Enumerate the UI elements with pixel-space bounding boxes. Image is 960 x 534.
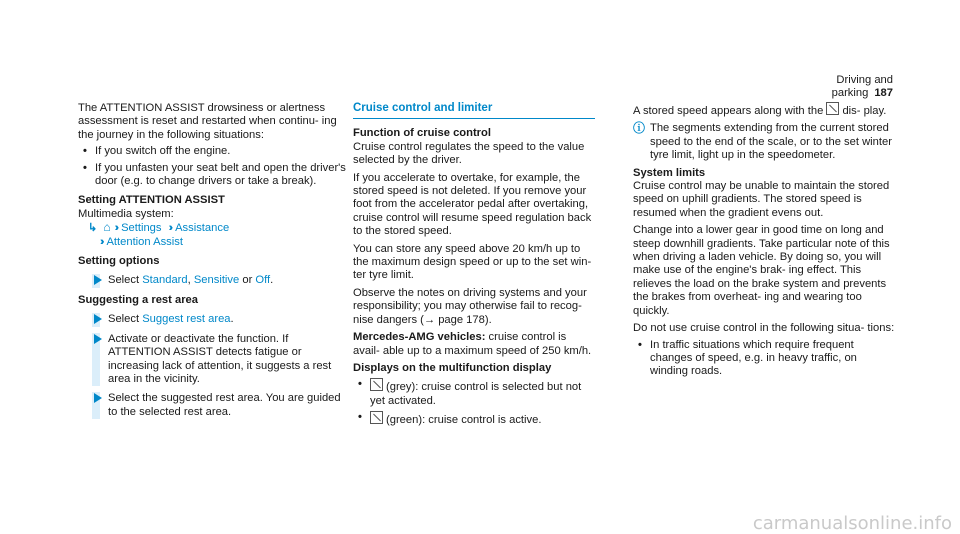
chevron-right-icon: ›› bbox=[114, 222, 117, 235]
chevron-right-icon: ›› bbox=[168, 222, 171, 235]
function-text: Cruise control regulates the speed to the value selected by the driver. bbox=[353, 140, 585, 167]
paragraph: You can store any speed above 20 km/h up to the maximum design speed or up to the set win- ter tyre limit. bbox=[353, 242, 592, 282]
path-arrow-icon: ↳ bbox=[88, 222, 98, 235]
path-attention-link[interactable]: Attention Assist bbox=[106, 235, 183, 248]
displays-heading: Displays on the multifunction display bbox=[353, 361, 552, 374]
limits-heading: System limits bbox=[633, 166, 706, 179]
column-3 bbox=[633, 102, 895, 379]
step-arrow-icon bbox=[94, 314, 102, 324]
bullet-icon: • bbox=[83, 145, 87, 158]
list-item: • If you switch off the engine. bbox=[83, 145, 231, 158]
function-heading: Function of cruise control bbox=[353, 127, 491, 140]
step-arrow-icon bbox=[94, 393, 102, 403]
page-number: 187 bbox=[874, 87, 893, 100]
paragraph: Do not use cruise control in the following situa- tions: bbox=[633, 322, 895, 335]
home-icon: ⌂ bbox=[103, 220, 111, 235]
step-select-rest-area: Select the suggested rest area. You are guided to the selected rest area. bbox=[78, 392, 350, 419]
menu-path bbox=[78, 221, 350, 235]
paragraph: Observe the notes on driving systems and your responsibility; you may otherwise fail to recog- nise dangers (→ page 178). bbox=[353, 286, 587, 326]
column-1 bbox=[78, 102, 350, 419]
info-note: ⓘ The segments extending from the current stored speed to the end of the scale, or to the set winter tyre limit, light up in the speedometer. bbox=[633, 121, 892, 162]
paragraph: A stored speed appears along with the dis- play. bbox=[633, 102, 895, 118]
list-item: • (green): cruise control is active. bbox=[358, 411, 542, 427]
path-assistance-link[interactable]: Assistance bbox=[175, 222, 230, 235]
column-2 bbox=[353, 102, 595, 428]
cruise-control-green-icon bbox=[370, 411, 383, 424]
suggest-rest-area-link[interactable]: Suggest rest area bbox=[142, 313, 231, 326]
header-section: Driving and parking bbox=[831, 74, 893, 100]
cruise-control-icon bbox=[826, 102, 839, 115]
paragraph: Change into a lower gear in good time on long and steep downhill gradients. Take particular note of this when driving a laden vehicle. By doing so, you will make use of the engine's brak- ing effect. This relieves the load on the brake system and prevents the brakes from overheat- ing and wearing too quickly. bbox=[633, 224, 890, 317]
running-header bbox=[788, 74, 893, 101]
setting-heading: Setting ATTENTION ASSIST bbox=[78, 194, 225, 207]
amg-paragraph: Mercedes-AMG vehicles: cruise control is avail- able up to a maximum speed of 250 km/h. bbox=[353, 331, 592, 357]
suggest-heading: Suggesting a rest area bbox=[78, 293, 198, 306]
step-arrow-icon bbox=[94, 334, 102, 344]
step-activate: Activate or deactivate the function. If ATTENTION ASSIST detects fatigue or increasing lack of attention, it suggests a rest area in the vicinity. bbox=[78, 333, 350, 387]
limits-text: Cruise control may be unable to maintain the stored speed on uphill gradients. The stored speed is resumed when the gradient evens out. bbox=[633, 180, 890, 219]
bullet-icon: • bbox=[358, 411, 362, 424]
bullet-icon: • bbox=[638, 338, 642, 351]
option-standard-link[interactable]: Standard bbox=[142, 274, 188, 287]
info-icon: ⓘ bbox=[633, 121, 646, 136]
list-item: • If you unfasten your seat belt and open the driver's door (e.g. to change drivers or take a break). bbox=[83, 161, 346, 188]
menu-path-cont bbox=[78, 236, 350, 249]
section-title: Cruise control and limiter bbox=[353, 102, 595, 119]
intro-text: The ATTENTION ASSIST drowsiness or alertness assessment is reset and restarted when continu- ing the journey in the following situations: bbox=[78, 102, 337, 141]
bullet-icon: • bbox=[83, 161, 87, 174]
path-settings-link[interactable]: Settings bbox=[121, 222, 162, 235]
option-off-link[interactable]: Off bbox=[255, 274, 271, 287]
step-arrow-icon bbox=[94, 275, 102, 285]
options-heading: Setting options bbox=[78, 255, 160, 268]
paragraph: If you accelerate to overtake, for example, the stored speed is not deleted. If you remove your foot from the accelerator pedal after overtaking, cruise control will resume speed regulation back to the stored speed. bbox=[353, 171, 592, 238]
list-item: • In traffic situations which require frequent changes of speed, e.g. in heavy traffic, on winding roads. bbox=[638, 338, 857, 378]
step-select-option: Select Standard, Sensitive or Off. bbox=[78, 274, 350, 287]
cruise-control-grey-icon bbox=[370, 378, 383, 391]
list-item: • (grey): cruise control is selected but not yet activated. bbox=[358, 378, 582, 407]
setting-system: Multimedia system: bbox=[78, 207, 174, 220]
option-sensitive-link[interactable]: Sensitive bbox=[193, 274, 240, 287]
chevron-right-icon: ›› bbox=[100, 235, 102, 248]
step-suggest: Select Suggest rest area. bbox=[78, 313, 350, 326]
bullet-icon: • bbox=[358, 378, 362, 391]
watermark: carmanualsonline.info bbox=[752, 512, 952, 534]
